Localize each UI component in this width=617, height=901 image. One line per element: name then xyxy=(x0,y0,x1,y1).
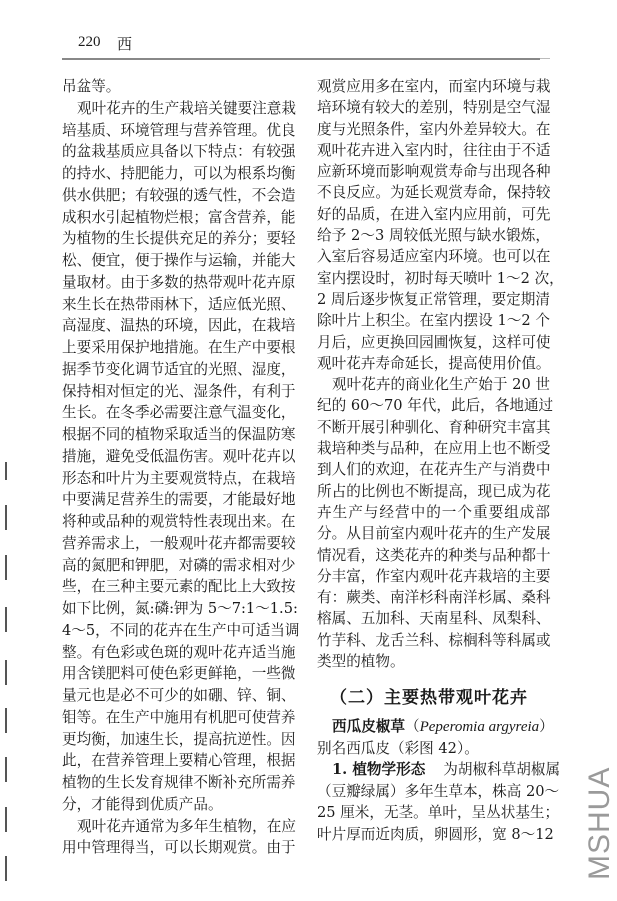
text-line: 分丰富，作室内观叶花卉栽培的主要 xyxy=(317,567,551,585)
scan-margin-mark xyxy=(5,555,7,580)
scan-margin-mark xyxy=(5,505,7,530)
text-line: 室内摆设时，初时每天喷叶 1～2 次， xyxy=(317,269,564,287)
text-line: 不良反应。为延长观赏寿命，保持较 xyxy=(317,184,551,202)
text-line: 将种或品种的观赏特性表现出来。在 xyxy=(62,513,296,530)
text-line: 来生长在热带雨林下，适应低光照、 xyxy=(62,295,296,313)
text-line: 中要满足营养生的需要，才能最好地 xyxy=(62,491,296,509)
text-line: 所占的比例也不断提高，现已成为花 xyxy=(317,482,551,500)
scan-margin-mark xyxy=(5,708,7,733)
text-line: 分，才能得到优质产品。 xyxy=(62,795,223,813)
watermark: MSHUA xyxy=(583,766,616,880)
header-rule xyxy=(62,58,540,60)
text-line: 4～5，不同的花卉在生产中可适当调 xyxy=(62,621,300,639)
text-line: 2 周后逐步恢复正常管理，要定期清 xyxy=(317,290,550,308)
paren-close: ） xyxy=(539,718,554,735)
text-line: 些，在三种主要元素的配比上大致按 xyxy=(62,578,296,596)
text-line: 观叶花卉的生产栽培关键要注意栽 xyxy=(77,99,296,117)
text-line: 的持水、持肥能力，可以为根系均衡 xyxy=(62,165,296,182)
text-line: 生长。在冬季必需要注意气温变化， xyxy=(62,404,296,422)
text-line: 除叶片上积尘。在室内摆设 1～2 个 xyxy=(317,312,550,330)
text-line: 不断开展引种驯化、育种研究丰富其 xyxy=(317,418,551,436)
text-line: 据季节变化调节适宜的光照、湿度， xyxy=(62,360,296,378)
text-line: 月后，应更换回园圃恢复，这样可使 xyxy=(317,333,551,351)
scan-margin-mark xyxy=(5,607,7,632)
text-line: 更均衡，加速生长，提高抗逆性。因 xyxy=(62,730,296,748)
text-line: 给予 2～3 周较低光照与缺水锻炼， xyxy=(317,227,550,245)
text-line: 好的品质，在进入室内应用前，可先 xyxy=(317,205,551,223)
text-line: 观赏应用多在室内，而室内环境与栽 xyxy=(317,78,551,95)
text-line: 分。从目前室内观叶花卉的生产发展 xyxy=(317,525,551,543)
species-item-line xyxy=(317,759,561,781)
text-line: 根据不同的植物采取适当的保温防寒 xyxy=(62,426,296,443)
species-name-cn: 西瓜皮椒草 xyxy=(332,718,405,735)
text-line: 此，在营养管理上要精心管理，根据 xyxy=(62,752,296,770)
right-column xyxy=(317,76,564,672)
text-line: 量取材。由于多数的热带观叶花卉原 xyxy=(62,273,296,291)
text-line: 观叶花卉的商业化生产始于 20 世 xyxy=(332,376,550,394)
section-heading: （二）主要热带观叶花卉 xyxy=(330,688,528,708)
text-line: 成积水引起植物烂根；富含营养，能 xyxy=(62,208,296,226)
scan-margin-mark xyxy=(5,856,7,881)
text-line: 量元也是必不可少的如硼、锌、铜、 xyxy=(62,687,296,704)
text-line: 形态和叶片为主要观赏特点，在栽培 xyxy=(62,469,296,487)
text-line: 整。有色彩或色斑的观叶花卉适当施 xyxy=(62,643,296,661)
text-line: 用中管理得当，可以长期观赏。由于 xyxy=(62,839,296,857)
text-line: 观叶花卉进入室内时，往往由于不适 xyxy=(317,141,551,159)
text-line: 如下比例，氮:磷:钾为 5～7:1～1.5: xyxy=(62,600,298,617)
left-column xyxy=(62,76,300,859)
species-text-line: 25 厘米，无茎。单叶，呈丛状基生； xyxy=(317,804,560,821)
scan-margin-mark xyxy=(5,757,7,782)
species-alias: 别名西瓜皮（彩图 42）。 xyxy=(317,739,479,757)
scan-margin-mark xyxy=(5,807,7,832)
text-line: 保持相对恒定的光、湿条件，有利于 xyxy=(62,382,296,400)
text-line: 度与光照条件，室内外差异较大。在 xyxy=(317,120,551,138)
text-line: 栽培种类与品种，在应用上也不断受 xyxy=(317,440,551,458)
text-line: 情况看，这类花卉的种类与品种都十 xyxy=(317,546,551,564)
header-rule-tail xyxy=(540,58,550,59)
text-line: 供水供肥；有较强的透气性，不会造 xyxy=(62,186,296,204)
species-name-latin: Peperomia argyreia xyxy=(419,719,540,735)
item-label: 1. 植物学形态 xyxy=(332,761,426,778)
page-number: 220 xyxy=(78,34,101,50)
text-line: 观叶花卉通常为多年生植物，在应 xyxy=(77,817,296,835)
text-line: 培基质、环境管理与营养管理。优良 xyxy=(62,121,296,139)
scan-margin-mark xyxy=(5,462,7,480)
text-line: 有：蕨类、南洋杉科南洋杉属、桑科 xyxy=(317,589,551,607)
text-line: 培环境有较大的差别，特别是空气湿 xyxy=(317,99,551,117)
text-line: 应新环境而影响观赏寿命与出现各种 xyxy=(317,163,551,181)
text-line: 卉生产与经营中的一个重要组成部 xyxy=(317,503,550,521)
text-line: 类型的植物。 xyxy=(317,653,405,671)
text-line: 松、便宜，便于操作与运输，并能大 xyxy=(62,252,296,269)
species-title-line xyxy=(317,716,554,738)
text-line: 竹芋科、龙舌兰科、棕榈科等科属或 xyxy=(317,631,551,649)
text-line: 榕属、五加科、天南星科、凤梨科、 xyxy=(317,610,551,628)
item-text: 为胡椒科草胡椒属 xyxy=(443,761,561,778)
text-line: 用含镁肥料可使色彩更鲜艳，一些微 xyxy=(62,665,296,683)
species-text-line: 叶片厚而近肉质，卵圆形，宽 8～12 xyxy=(317,825,554,843)
text-line: 植物的生长发育规律不断补充所需养 xyxy=(62,774,296,791)
text-line: 营养需求上，一般观叶花卉都需要较 xyxy=(62,534,296,552)
text-line: 吊盆等。 xyxy=(62,78,121,95)
text-line: 的盆栽基质应具备以下特点：有较强 xyxy=(62,143,296,161)
species-text-line: （豆瓣绿属）多年生草本，株高 20～ xyxy=(317,782,560,800)
text-line: 措施，避免受低温伤害。观叶花卉以 xyxy=(62,447,296,465)
text-line: 到人们的欢迎，在花卉生产与消费中 xyxy=(317,461,551,479)
text-line: 上要采用保护地措施。在生产中要根 xyxy=(62,339,296,356)
text-line: 高的氮肥和钾肥，对磷的需求相对少 xyxy=(62,556,296,574)
species-entry xyxy=(317,716,561,845)
text-line: 高湿度、温热的环境，因此，在栽培 xyxy=(62,317,296,335)
scan-margin-mark xyxy=(5,660,7,685)
text-line: 为植物的生长提供充足的养分；要轻 xyxy=(62,230,296,248)
text-line: 钼等。在生产中施用有机肥可使营养 xyxy=(62,708,296,726)
running-title: 西 xyxy=(117,35,133,53)
text-line: 纪的 60～70 年代，此后，各地通过 xyxy=(317,397,554,415)
text-line: 观叶花卉寿命延长，提高使用价值。 xyxy=(317,354,551,372)
text-line: 入室后容易适应室内环境。也可以在 xyxy=(317,248,551,266)
paren-open: （ xyxy=(404,718,420,735)
